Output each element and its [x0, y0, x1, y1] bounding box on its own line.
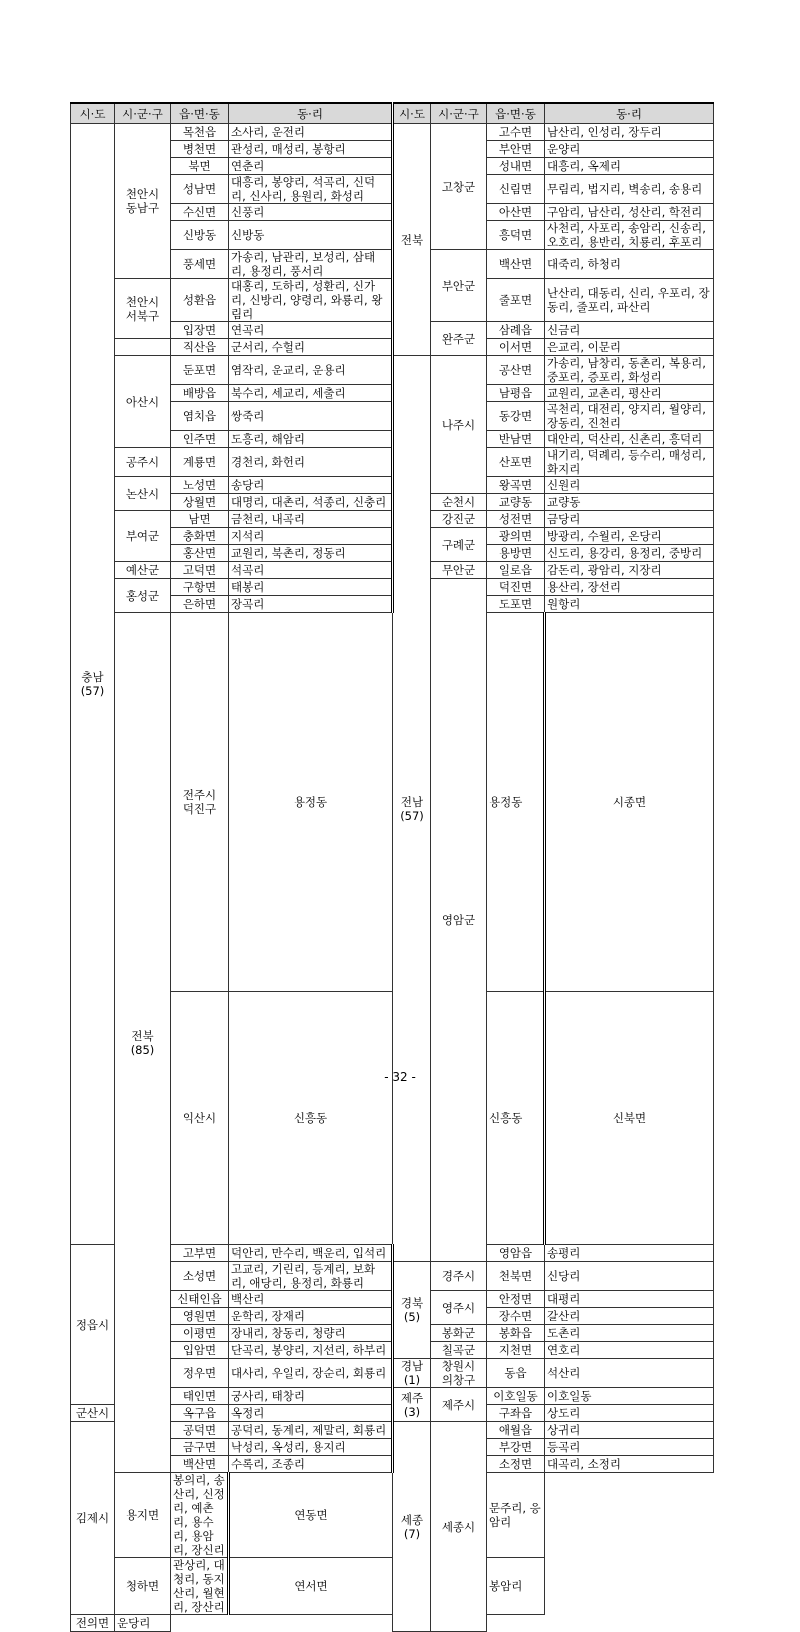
sigungu-cell-right: 완주군 — [431, 322, 487, 356]
eupmyeondong-cell-right: 흥덕면 — [487, 221, 545, 250]
sigungu-cell-right: 세종시 — [431, 1422, 487, 1632]
dongri-cell: 군서리, 수헐리 — [229, 339, 393, 356]
dongri-cell-right: 운양리 — [545, 141, 714, 158]
eupmyeondong-cell-right: 아산면 — [487, 204, 545, 221]
eupmyeondong-cell-right: 덕진면 — [487, 579, 545, 596]
sido-cell-right: 경남 (1) — [393, 1359, 431, 1388]
dongri-cell-right: 용산리, 장선리 — [545, 579, 714, 596]
eupmyeondong-cell: 풍세면 — [171, 250, 229, 279]
sigungu-cell-right: 봉화군 — [431, 1325, 487, 1342]
sigungu-cell — [115, 339, 171, 356]
dongri-cell: 연곡리 — [229, 322, 393, 339]
dongri-cell-right: 신금리 — [545, 322, 714, 339]
table-row — [71, 1558, 714, 1615]
table-header-row — [71, 103, 714, 124]
eupmyeondong-cell: 병천면 — [171, 141, 229, 158]
sigungu-cell-right: 칠곡군 — [431, 1342, 487, 1359]
eupmyeondong-cell: 직산읍 — [171, 339, 229, 356]
dongri-cell-right: 대안리, 덕산리, 신촌리, 흥덕리 — [545, 431, 714, 448]
eupmyeondong-cell-right: 신북면 — [545, 992, 714, 1245]
dongri-cell: 운학리, 장재리 — [229, 1308, 393, 1325]
eupmyeondong-cell: 성환읍 — [171, 279, 229, 322]
dongri-cell: 도흥리, 해암리 — [229, 431, 393, 448]
header-dongri: 동·리 — [229, 103, 393, 124]
eupmyeondong-cell: 남면 — [171, 511, 229, 528]
dongri-cell-right: 대흥리, 옥제리 — [545, 158, 714, 175]
eupmyeondong-cell-right: 지천면 — [487, 1342, 545, 1359]
eupmyeondong-cell: 입장면 — [171, 322, 229, 339]
sigungu-cell-right: 영주시 — [431, 1291, 487, 1325]
sigungu-cell: 논산시 — [115, 477, 171, 511]
header-sido-right: 시·도 — [393, 103, 431, 124]
table-row — [71, 1473, 714, 1558]
eupmyeondong-cell: 북면 — [171, 158, 229, 175]
dongri-cell-right: 교량동 — [545, 494, 714, 511]
eupmyeondong-cell-right: 남평읍 — [487, 385, 545, 402]
eupmyeondong-cell-right: 영암읍 — [487, 1245, 545, 1262]
header-eupmyeondong-right: 읍·면·동 — [487, 103, 545, 124]
eupmyeondong-cell: 태인면 — [171, 1388, 229, 1405]
eupmyeondong-cell: 소성면 — [171, 1262, 229, 1291]
dongri-cell-right: 연호리 — [545, 1342, 714, 1359]
dongri-cell: 송당리 — [229, 477, 393, 494]
dongri-cell-right: 신당리 — [545, 1262, 714, 1291]
dongri-cell-right: 상도리 — [545, 1405, 714, 1422]
eupmyeondong-cell-right: 반남면 — [487, 431, 545, 448]
eupmyeondong-cell: 고덕면 — [171, 562, 229, 579]
sido-cell-right: 경북 (5) — [393, 1262, 431, 1359]
sigungu-cell-right: 무안군 — [431, 562, 487, 579]
eupmyeondong-cell: 구항면 — [171, 579, 229, 596]
eupmyeondong-cell: 신방동 — [171, 221, 229, 250]
dongri-cell-right: 원항리 — [545, 596, 714, 613]
dongri-cell: 덕안리, 만수리, 백운리, 입석리 — [229, 1245, 393, 1262]
dongri-cell: 북수리, 세교리, 세출리 — [229, 385, 393, 402]
eupmyeondong-cell: 백산면 — [171, 1456, 229, 1473]
eupmyeondong-cell: 고부면 — [171, 1245, 229, 1262]
eupmyeondong-cell: 옥구읍 — [171, 1405, 229, 1422]
table-row — [71, 613, 714, 992]
dongri-cell-right: 상귀리 — [545, 1422, 714, 1439]
sigungu-cell-right: 순천시 — [431, 494, 487, 511]
eupmyeondong-cell-right: 왕곡면 — [487, 477, 545, 494]
page-number: - 32 - — [384, 1070, 416, 1084]
dongri-cell-right: 남산리, 인성리, 장두리 — [545, 124, 714, 141]
dongri-cell: 염작리, 운교리, 운용리 — [229, 356, 393, 385]
dongri-cell: 가송리, 남관리, 보성리, 삼태리, 용정리, 풍서리 — [229, 250, 393, 279]
dongri-cell-right: 갈산리 — [545, 1308, 714, 1325]
sigungu-cell-right: 강진군 — [431, 511, 487, 528]
table-row — [71, 279, 714, 322]
eupmyeondong-cell: 공덕면 — [171, 1422, 229, 1439]
sigungu-cell: 군산시 — [71, 1405, 115, 1422]
sigungu-cell-right: 경주시 — [431, 1262, 487, 1291]
eupmyeondong-cell-right: 동읍 — [487, 1359, 545, 1388]
dongri-cell-right: 이호일동 — [545, 1388, 714, 1405]
dongri-cell: 태봉리 — [229, 579, 393, 596]
eupmyeondong-cell: 용정동 — [229, 613, 393, 992]
dongri-cell: 단곡리, 봉양리, 지선리, 하부리 — [229, 1342, 393, 1359]
dongri-cell-right: 곡천리, 대전리, 양지리, 월양리, 장동리, 진천리 — [545, 402, 714, 431]
dongri-cell: 옥정리 — [229, 1405, 393, 1422]
eupmyeondong-cell: 목천읍 — [171, 124, 229, 141]
dongri-cell: 경천리, 화헌리 — [229, 448, 393, 477]
eupmyeondong-cell: 홍산면 — [171, 545, 229, 562]
table-row — [71, 511, 714, 528]
table-row — [71, 579, 714, 596]
dongri-cell: 백산리 — [229, 1291, 393, 1308]
eupmyeondong-cell: 충화면 — [171, 528, 229, 545]
eupmyeondong-cell-right: 백산면 — [487, 250, 545, 279]
eupmyeondong-cell-right: 교량동 — [487, 494, 545, 511]
eupmyeondong-cell-right: 광의면 — [487, 528, 545, 545]
eupmyeondong-cell-right: 일로읍 — [487, 562, 545, 579]
eupmyeondong-cell: 신태인읍 — [171, 1291, 229, 1308]
eupmyeondong-cell-right: 신림면 — [487, 175, 545, 204]
dongri-cell: 관성리, 매성리, 봉항리 — [229, 141, 393, 158]
eupmyeondong-cell-right: 장수면 — [487, 1308, 545, 1325]
eupmyeondong-cell: 계룡면 — [171, 448, 229, 477]
eupmyeondong-cell-right: 산포면 — [487, 448, 545, 477]
dongri-cell: 신풍리 — [229, 204, 393, 221]
eupmyeondong-cell: 청하면 — [115, 1558, 171, 1615]
eupmyeondong-cell-right: 동강면 — [487, 402, 545, 431]
eupmyeondong-cell-right: 이호일동 — [487, 1388, 545, 1405]
sido-cell-right: 제주 (3) — [393, 1388, 431, 1422]
eupmyeondong-cell-right: 시종면 — [545, 613, 714, 992]
sigungu-cell-right: 영암군 — [431, 579, 487, 1262]
eupmyeondong-cell-right: 용방면 — [487, 545, 545, 562]
eupmyeondong-cell: 금구면 — [171, 1439, 229, 1456]
dongri-cell-right: 석산리 — [545, 1359, 714, 1388]
dongri-cell: 고교리, 기린리, 등계리, 보화리, 애당리, 용정리, 화룡리 — [229, 1262, 393, 1291]
header-eupmyeondong: 읍·면·동 — [171, 103, 229, 124]
header-sigungu: 시·군·구 — [115, 103, 171, 124]
sigungu-cell: 예산군 — [115, 562, 171, 579]
dongri-cell: 대사리, 우일리, 장순리, 회룡리 — [229, 1359, 393, 1388]
eupmyeondong-cell-right: 소정면 — [487, 1456, 545, 1473]
dongri-cell: 신방동 — [229, 221, 393, 250]
dongri-cell: 쌍죽리 — [229, 402, 393, 431]
dongri-cell: 수록리, 조종리 — [229, 1456, 393, 1473]
eupmyeondong-cell-right: 성내면 — [487, 158, 545, 175]
dongri-cell-right: 문주리, 응암리 — [487, 1473, 545, 1558]
eupmyeondong-cell: 배방읍 — [171, 385, 229, 402]
dongri-cell-right: 은교리, 이문리 — [545, 339, 714, 356]
dongri-cell-right: 신원리 — [545, 477, 714, 494]
dongri-cell-right: 등곡리 — [545, 1439, 714, 1456]
dongri-cell-right: 방광리, 수월리, 온당리 — [545, 528, 714, 545]
sigungu-cell-right: 부안군 — [431, 250, 487, 322]
eupmyeondong-cell-right: 부안면 — [487, 141, 545, 158]
dongri-cell: 교원리, 북촌리, 정동리 — [229, 545, 393, 562]
dongri-cell-right: 교원리, 교촌리, 평산리 — [545, 385, 714, 402]
sigungu-cell: 전주시 덕진구 — [171, 613, 229, 992]
sigungu-cell: 홍성군 — [115, 579, 171, 613]
eupmyeondong-cell: 상월면 — [171, 494, 229, 511]
dongri-cell-right: 봉암리 — [487, 1558, 545, 1615]
sigungu-cell: 천안시 동남구 — [115, 124, 171, 279]
dongri-cell: 대홍리, 도하리, 성환리, 신가리, 신방리, 양령리, 와룡리, 왕림리 — [229, 279, 393, 322]
sigungu-cell: 아산시 — [115, 356, 171, 448]
eupmyeondong-cell-right: 천북면 — [487, 1262, 545, 1291]
table-row — [71, 448, 714, 477]
sigungu-cell-right: 창원시 의창구 — [431, 1359, 487, 1388]
sigungu-cell-right: 나주시 — [431, 356, 487, 494]
dongri-cell: 대명리, 대촌리, 석종리, 신충리 — [229, 494, 393, 511]
eupmyeondong-cell-right: 삼례읍 — [487, 322, 545, 339]
dongri-cell: 공덕리, 동계리, 제말리, 회룡리 — [229, 1422, 393, 1439]
eupmyeondong-cell: 둔포면 — [171, 356, 229, 385]
eupmyeondong-cell: 신흥동 — [229, 992, 393, 1245]
eupmyeondong-cell: 영원면 — [171, 1308, 229, 1325]
sido-cell-right: 전북 — [393, 124, 431, 356]
dongri-cell: 금천리, 내곡리 — [229, 511, 393, 528]
dongri-cell: 지석리 — [229, 528, 393, 545]
table-row — [71, 124, 714, 141]
dongri-cell-right: 난산리, 대동리, 신리, 우포리, 장동리, 줄포리, 파산리 — [545, 279, 714, 322]
dongri-cell: 연춘리 — [229, 158, 393, 175]
eupmyeondong-cell-right: 봉화읍 — [487, 1325, 545, 1342]
sigungu-cell-right: 제주시 — [431, 1388, 487, 1422]
eupmyeondong-cell-right: 고수면 — [487, 124, 545, 141]
dongri-cell-right: 송평리 — [545, 1245, 714, 1262]
table-row — [71, 562, 714, 579]
dongri-cell-right: 운당리 — [115, 1615, 171, 1632]
eupmyeondong-cell: 인주면 — [171, 431, 229, 448]
dongri-cell: 장내리, 창동리, 청량리 — [229, 1325, 393, 1342]
sido-cell: 전북 (85) — [115, 613, 171, 1473]
eupmyeondong-cell: 수신면 — [171, 204, 229, 221]
table-row — [71, 356, 714, 385]
sigungu-cell: 공주시 — [115, 448, 171, 477]
table-row — [71, 339, 714, 356]
eupmyeondong-cell-right: 구좌읍 — [487, 1405, 545, 1422]
dongri-cell: 소사리, 운전리 — [229, 124, 393, 141]
region-table-container — [70, 102, 713, 1632]
dongri-cell-right: 신도리, 용강리, 용정리, 중방리 — [545, 545, 714, 562]
eupmyeondong-cell-right: 부강면 — [487, 1439, 545, 1456]
dongri-cell: 석곡리 — [229, 562, 393, 579]
sigungu-cell: 익산시 — [171, 992, 229, 1245]
dongri-cell-right: 대평리 — [545, 1291, 714, 1308]
table-row — [71, 477, 714, 494]
eupmyeondong-cell-right: 도포면 — [487, 596, 545, 613]
eupmyeondong-cell-right: 줄포면 — [487, 279, 545, 322]
dongri-cell-right: 도촌리 — [545, 1325, 714, 1342]
dongri-cell-right: 무림리, 법지리, 벽송리, 송용리 — [545, 175, 714, 204]
dongri-cell: 관상리, 대청리, 동지산리, 월현리, 장산리 — [171, 1558, 229, 1615]
header-sido: 시·도 — [71, 103, 115, 124]
dongri-cell-right: 금당리 — [545, 511, 714, 528]
eupmyeondong-cell-right: 연동면 — [229, 1473, 393, 1558]
eupmyeondong-cell-right: 안정면 — [487, 1291, 545, 1308]
dongri-cell: 용정동 — [487, 613, 545, 992]
eupmyeondong-cell: 용지면 — [115, 1473, 171, 1558]
eupmyeondong-cell-right: 공산면 — [487, 356, 545, 385]
sigungu-cell-right: 구례군 — [431, 528, 487, 562]
eupmyeondong-cell: 성남면 — [171, 175, 229, 204]
dongri-cell-right: 내기리, 덕례리, 등수리, 매성리, 화지리 — [545, 448, 714, 477]
sigungu-cell-right: 고창군 — [431, 124, 487, 250]
dongri-cell-right: 감돈리, 광암리, 지장리 — [545, 562, 714, 579]
eupmyeondong-cell-right: 이서면 — [487, 339, 545, 356]
dongri-cell: 봉의리, 송산리, 신정리, 예촌리, 용수리, 용암리, 장신리 — [171, 1473, 229, 1558]
eupmyeondong-cell-right: 전의면 — [71, 1615, 115, 1632]
sigungu-cell: 부여군 — [115, 511, 171, 562]
dongri-cell: 신흥동 — [487, 992, 545, 1245]
eupmyeondong-cell: 노성면 — [171, 477, 229, 494]
eupmyeondong-cell-right: 애월읍 — [487, 1422, 545, 1439]
dongri-cell-right: 가송리, 남창리, 동촌리, 복용리, 중포리, 증포리, 화성리 — [545, 356, 714, 385]
header-sigungu-right: 시·군·구 — [431, 103, 487, 124]
dongri-cell: 대흥리, 봉양리, 석곡리, 신덕리, 신사리, 용원리, 화성리 — [229, 175, 393, 204]
region-table — [70, 102, 714, 1632]
dongri-cell: 궁사리, 태창리 — [229, 1388, 393, 1405]
dongri-cell: 장곡리 — [229, 596, 393, 613]
eupmyeondong-cell: 입암면 — [171, 1342, 229, 1359]
sido-cell-right: 전남 (57) — [393, 356, 431, 1262]
eupmyeondong-cell-right: 연서면 — [229, 1558, 393, 1615]
sigungu-cell: 천안시 서북구 — [115, 279, 171, 339]
sigungu-cell: 김제시 — [71, 1422, 115, 1615]
dongri-cell-right: 구암리, 남산리, 성산리, 학전리 — [545, 204, 714, 221]
dongri-cell-right: 대곡리, 소정리 — [545, 1456, 714, 1473]
header-dongri-right: 동·리 — [545, 103, 714, 124]
eupmyeondong-cell: 염치읍 — [171, 402, 229, 431]
dongri-cell-right: 사천리, 사포리, 송암리, 신송리, 오호리, 용반리, 치룡리, 후포리 — [545, 221, 714, 250]
eupmyeondong-cell: 이평면 — [171, 1325, 229, 1342]
eupmyeondong-cell: 정우면 — [171, 1359, 229, 1388]
sido-cell: 충남 (57) — [71, 124, 115, 1245]
eupmyeondong-cell: 은하면 — [171, 596, 229, 613]
eupmyeondong-cell-right: 성전면 — [487, 511, 545, 528]
dongri-cell-right: 대죽리, 하청리 — [545, 250, 714, 279]
sigungu-cell: 정읍시 — [71, 1245, 115, 1405]
dongri-cell: 낙성리, 옥성리, 용지리 — [229, 1439, 393, 1456]
sido-cell-right: 세종 (7) — [393, 1422, 431, 1632]
